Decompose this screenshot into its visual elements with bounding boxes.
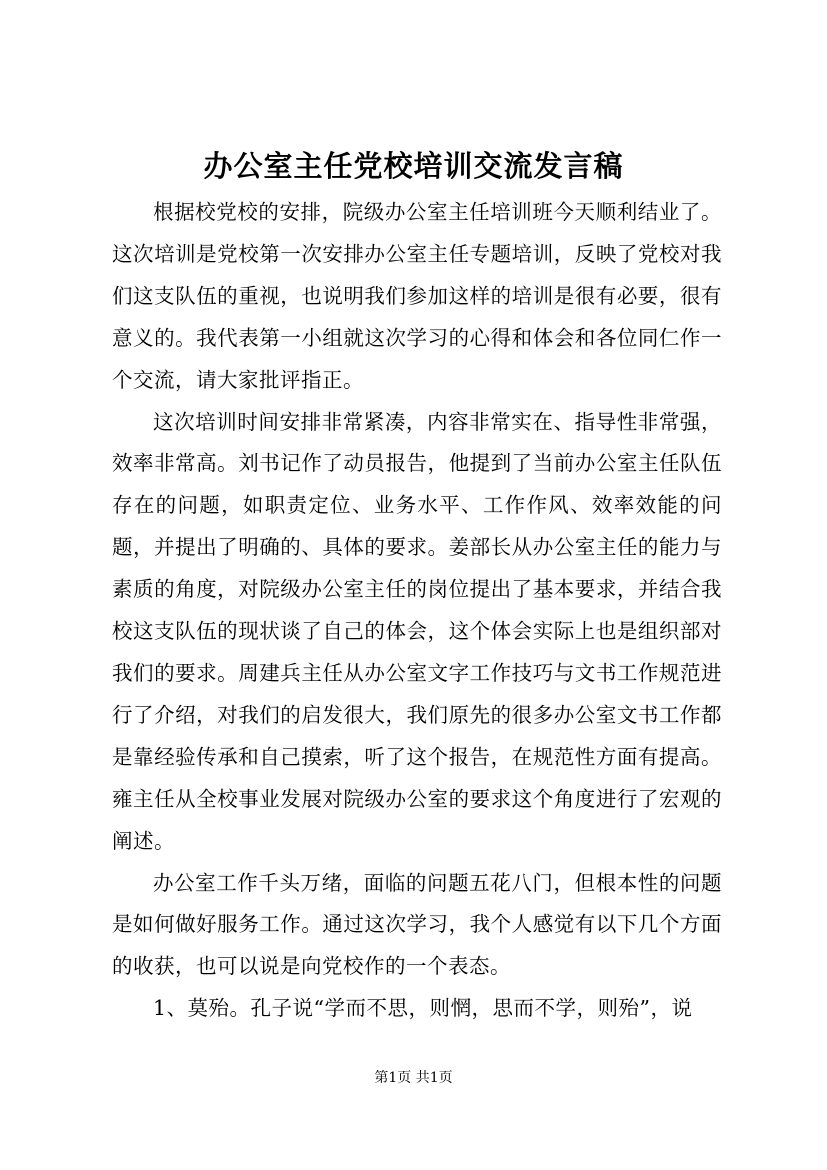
paragraph-point-one: 1、莫殆。孔子说“学而不思，则惘，思而不学，则殆”，说 xyxy=(153,996,693,1021)
document-title: 办公室主任党校培训交流发言稿 xyxy=(203,149,624,183)
page-number-label: 第1页 共1页 xyxy=(374,1070,453,1086)
paragraph-service-work: 办公室工作千头万绪，面临的问题五花八门，但根本性的问题是如何做好服务工作。通过这次学习，我个人感觉有以下几个方面的收获，也可以说是向党校作的一个表态。 xyxy=(112,870,722,979)
page-footer xyxy=(0,1068,827,1088)
paragraph-intro: 根据校党校的安排，院级办公室主任培训班今天顺利结业了。这次培训是党校第一次安排办公室主任专题培训，反映了党校对我们这支队伍的重视，也说明我们参加这样的培训是很有必要，很有意义的。我代表第一小组就这次学习的心得和体会和各位同仁作一个交流，请大家批评指正。 xyxy=(112,200,722,392)
document-body xyxy=(112,192,722,1030)
paragraph-training-content: 这次培训时间安排非常紧凑，内容非常实在、指导性非常强，效率非常高。刘书记作了动员报告，他提到了当前办公室主任队伍存在的问题，如职责定位、业务水平、工作作风、效率效能的问题，并提出了明确的、具体的要求。姜部长从办公室主任的能力与素质的角度，对院级办公室主任的岗位提出了基本要求，并结合我校这支队伍的现状谈了自己的体会，这个体会实际上也是组织部对我们的要求。周建兵主任从办公室文字工作技巧与文书工作规范进行了介绍，对我们的启发很大，我们原先的很多办公室文书工作都是靠经验传承和自己摸索，听了这个报告，在规范性方面有提高。雍主任从全校事业发展对院级办公室的要求这个角度进行了宏观的阐述。 xyxy=(112,409,722,853)
